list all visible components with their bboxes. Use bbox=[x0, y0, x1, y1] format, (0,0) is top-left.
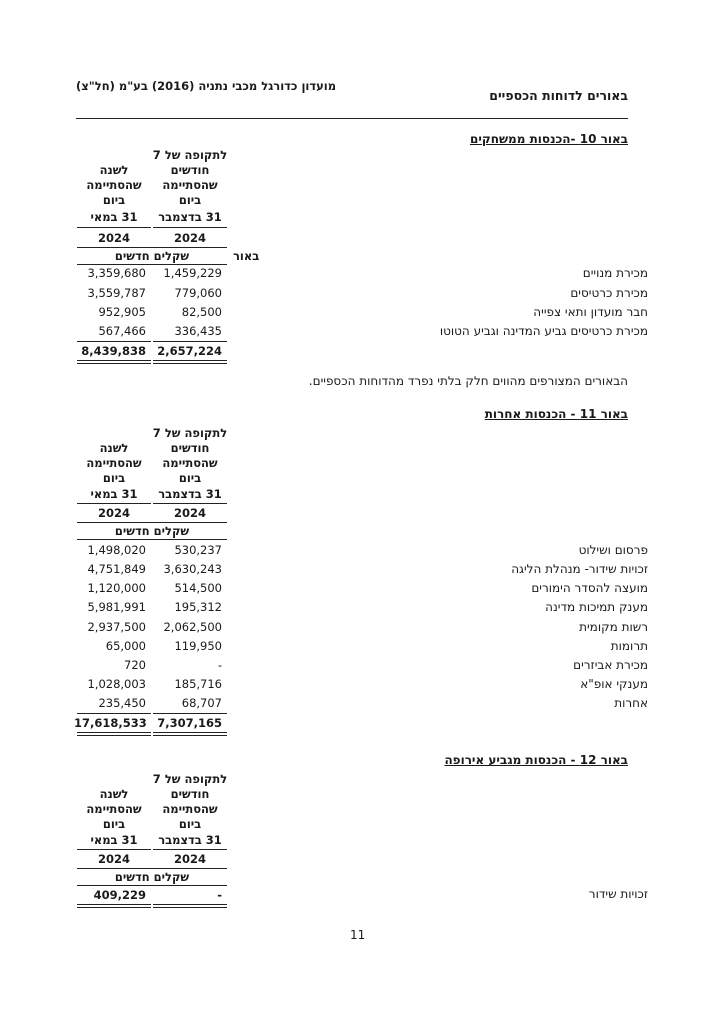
note11-title: באור 11 - הכנסות אחרות bbox=[484, 407, 628, 421]
note11-col1-heading: לתקופה של 7 חודשים שהסתיימה ביום bbox=[152, 426, 228, 485]
note10-subtotal-rule bbox=[77, 341, 151, 342]
note10-row-label: מכירת מנויים bbox=[582, 266, 648, 280]
note11-rule bbox=[77, 522, 227, 523]
note11-cell-dec: 2,062,500 bbox=[163, 620, 222, 634]
note11-col1-year: 2024 bbox=[173, 506, 206, 520]
note11-cell-dec: 195,312 bbox=[174, 600, 222, 614]
note12-col1-heading: לתקופה של 7 חודשים שהסתיימה ביום bbox=[152, 772, 228, 831]
note10-currency: שקלים חדשים bbox=[114, 249, 190, 263]
header-divider bbox=[76, 118, 628, 119]
note12-rule bbox=[153, 849, 227, 850]
note10-cell-may: 3,359,680 bbox=[87, 266, 146, 280]
note11-row-label: מענקי אופ"א bbox=[580, 677, 648, 691]
note12-total-double-rule bbox=[77, 904, 151, 908]
note11-cell-may: 5,981,991 bbox=[87, 600, 146, 614]
note11-row-label: זכויות שידור- מנהלת הליגה bbox=[511, 562, 648, 576]
note10-total-double-rule bbox=[153, 360, 227, 364]
note11-total-double-rule bbox=[153, 732, 227, 736]
note11-subtotal-rule bbox=[77, 713, 151, 714]
note10-rule bbox=[77, 264, 227, 265]
company-name: מועדון כדורגל מכבי נתניה (2016) בע"מ (חל"צ) bbox=[76, 79, 337, 93]
note12-cell-may: 409,229 bbox=[93, 888, 146, 902]
note10-cell-dec: 779,060 bbox=[174, 286, 222, 300]
note10-col1-date: 31 בדצמבר bbox=[158, 210, 222, 224]
note10-total-dec: 2,657,224 bbox=[157, 344, 222, 358]
note10-subtotal-rule bbox=[153, 341, 227, 342]
note10-cell-dec: 1,459,229 bbox=[163, 266, 222, 280]
note11-cell-dec: 530,237 bbox=[174, 543, 222, 557]
note11-cell-dec: 185,716 bbox=[174, 677, 222, 691]
note12-total-double-rule bbox=[153, 904, 227, 908]
note10-cell-may: 3,559,787 bbox=[87, 286, 146, 300]
note11-row-label: פרסום ושילוט bbox=[578, 543, 648, 557]
note11-total-dec: 7,307,165 bbox=[157, 716, 222, 730]
note10-col2-date: 31 במאי bbox=[90, 210, 138, 224]
note10-cell-may: 567,466 bbox=[98, 324, 146, 338]
note10-note-label: באור bbox=[233, 249, 260, 263]
note12-col2-year: 2024 bbox=[97, 852, 130, 866]
note12-rule bbox=[77, 885, 227, 886]
note11-rule bbox=[77, 503, 151, 504]
note10-total-may: 8,439,838 bbox=[81, 344, 146, 358]
note10-cell-may: 952,905 bbox=[98, 305, 146, 319]
note10-rule bbox=[77, 247, 227, 248]
note10-row-label: מכירת כרטיסים bbox=[570, 286, 648, 300]
note12-col1-date: 31 בדצמבר bbox=[158, 833, 222, 847]
financial-statements-note: הבאורים המצורפים מהווים חלק בלתי נפרד מהדוחות הכספיים. bbox=[308, 374, 628, 388]
note10-rule bbox=[77, 227, 151, 228]
note12-col1-year: 2024 bbox=[173, 852, 206, 866]
note11-cell-may: 235,450 bbox=[98, 696, 146, 710]
note12-col2-date: 31 במאי bbox=[90, 833, 138, 847]
note11-row-label: רשות מקומית bbox=[579, 620, 648, 634]
note11-col2-year: 2024 bbox=[97, 506, 130, 520]
note11-cell-dec: 119,950 bbox=[174, 639, 222, 653]
note11-row-label: מכירת אביזרים bbox=[573, 658, 648, 672]
note11-cell-may: 4,751,849 bbox=[87, 562, 146, 576]
note11-rule bbox=[77, 539, 227, 540]
note12-rule bbox=[77, 868, 227, 869]
note11-cell-dec: 68,707 bbox=[181, 696, 222, 710]
note10-rule bbox=[153, 227, 227, 228]
page-number: 11 bbox=[350, 928, 366, 942]
note11-cell-may: 65,000 bbox=[105, 639, 146, 653]
note10-cell-dec: 82,500 bbox=[181, 305, 222, 319]
note12-currency: שקלים חדשים bbox=[114, 870, 190, 884]
note10-col2-year: 2024 bbox=[97, 231, 130, 245]
note11-col1-date: 31 בדצמבר bbox=[158, 487, 222, 501]
note12-title: באור 12 - הכנסות מגביע אירופה bbox=[444, 753, 628, 767]
note10-total-double-rule bbox=[77, 360, 151, 364]
note10-col1-year: 2024 bbox=[173, 231, 206, 245]
note11-col2-heading: לשנה שהסתיימה ביום bbox=[86, 441, 142, 485]
note11-total-double-rule bbox=[77, 732, 151, 736]
note11-cell-may: 1,498,020 bbox=[87, 543, 146, 557]
note11-row-label: מועצה להסדר הימורים bbox=[531, 581, 648, 595]
note11-cell-dec: 3,630,243 bbox=[163, 562, 222, 576]
note11-rule bbox=[153, 503, 227, 504]
note11-subtotal-rule bbox=[153, 713, 227, 714]
note12-cell-dec: - bbox=[217, 888, 222, 902]
page-header-title: באורים לדוחות הכספיים bbox=[489, 88, 628, 103]
note10-col1-heading: לתקופה של 7 חודשים שהסתיימה ביום bbox=[152, 148, 228, 207]
note11-row-label: אחרות bbox=[614, 696, 648, 710]
note11-total-may: 17,618,533 bbox=[74, 716, 147, 730]
note11-row-label: תרומות bbox=[610, 639, 648, 653]
note11-cell-may: 1,028,003 bbox=[87, 677, 146, 691]
note11-cell-may: 1,120,000 bbox=[87, 581, 146, 595]
note11-cell-dec: - bbox=[217, 658, 222, 672]
note12-rule bbox=[77, 849, 151, 850]
note11-row-label: מענק תמיכות מדינה bbox=[545, 600, 648, 614]
note10-col2-heading: לשנה שהסתיימה ביום bbox=[86, 163, 142, 207]
note11-currency: שקלים חדשים bbox=[114, 524, 190, 538]
note12-col2-heading: לשנה שהסתיימה ביום bbox=[86, 787, 142, 831]
note11-cell-may: 720 bbox=[124, 658, 146, 672]
note10-row-label: חבר מועדון ותאי צפייה bbox=[533, 305, 648, 319]
note10-title: באור 10 -הכנסות ממשחקים bbox=[469, 132, 628, 146]
note11-cell-may: 2,937,500 bbox=[87, 620, 146, 634]
note10-cell-dec: 336,435 bbox=[174, 324, 222, 338]
note11-cell-dec: 514,500 bbox=[174, 581, 222, 595]
note10-row-label: מכירת כרטיסים גביע המדינה וגביע הטוטו bbox=[439, 324, 648, 338]
note11-col2-date: 31 במאי bbox=[90, 487, 138, 501]
note12-row-label: זכויות שידור bbox=[588, 887, 648, 901]
